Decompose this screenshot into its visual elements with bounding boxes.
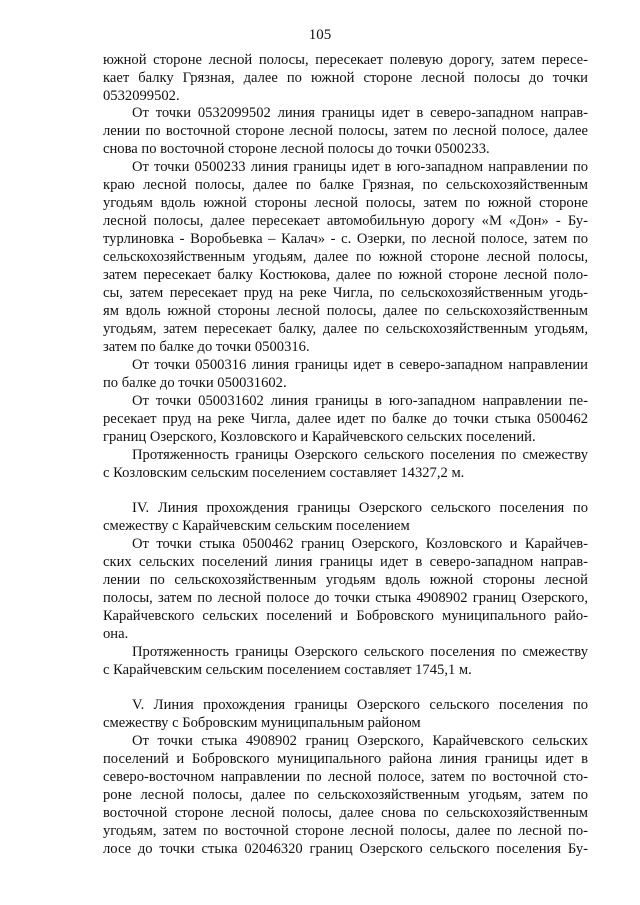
text-line: сельскохозяйственным угодьям, далее по южной стороне лесной полосы, [103,249,588,265]
text-line: границ Озерского, Козловского и Карайчевского сельских поселений. [103,429,536,445]
text-line: От точки стыка 4908902 границ Озерского, Карайчевского сельских [132,733,588,749]
section-heading: IV. Линия прохождения границы Озерского сельского поселения по [132,500,588,516]
section-heading: V. Линия прохождения границы Озерского сельского поселения по [132,697,588,713]
text-line: От точки 0500233 линия границы идет в юго-западном направлении по [132,159,588,175]
section-heading-cont: смежеству с Бобровским муниципальным районом [103,715,421,731]
text-line: поселений и Бобровского муниципального района линия границы идет в [103,751,588,767]
text-line: Протяженность границы Озерского сельского поселения по смежеству [132,644,588,660]
text-line: угодьям, затем по восточной стороне лесной полосы, далее по лесной по- [103,823,588,839]
text-line: по балке до точки 050031602. [103,375,287,391]
text-line: ресекает пруд на реке Чигла, далее идет по балке до точки стыка 0500462 [103,411,588,427]
text-line: сы, затем пересекает пруд на реке Чигла, по сельскохозяйственным угодь- [103,285,588,301]
text-line: От точки 050031602 линия границы в юго-западном направлении пе- [132,393,588,409]
text-line: снова по восточной стороне лесной полосы до точки 0500233. [103,141,490,157]
text-line: От точки 0532099502 линия границы идет в северо-западном направ- [132,105,588,121]
text-line: лении по сельскохозяйственным угодьям вдоль южной стороны лесной [103,572,588,588]
text-line: 0532099502. [103,88,180,104]
text-line: восточной стороне лесной полосы, далее снова по сельскохозяйственным [103,805,588,821]
text-line: полосы, затем по лесной полосе до точки стыка 4908902 границ Озерского, [103,590,588,606]
text-line: с Карайчевским сельским поселением составляет 1745,1 м. [103,662,472,678]
text-line: Протяженность границы Озерского сельского поселения по смежеству [132,447,588,463]
text-line: с Козловским сельским поселением составляет 14327,2 м. [103,465,465,481]
text-line: затем по балке до точки 0500316. [103,339,310,355]
text-line: турлиновка - Воробьевка – Калач» - с. Озерки, по лесной полосе, затем по [103,231,588,247]
page-number: 105 [308,27,332,43]
text-line: затем пересекает балку Костюкова, далее по южной стороне лесной поло- [103,267,588,283]
text-line: северо-восточном направлении по лесной полосе, затем по восточной сто- [103,769,588,785]
text-line: краю лесной полосы, далее по балке Грязная, по сельскохозяйственным [103,177,588,193]
text-line: угодьям вдоль южной стороны лесной полосы, затем по южной стороне [103,195,588,211]
text-line: ских сельских поселений линия границы идет в северо-западном направ- [103,554,588,570]
text-line: кает балку Грязная, далее по южной стороне лесной полосы до точки [103,70,588,86]
text-line: лесной полосы, далее пересекает автомобильную дорогу «М «Дон» - Бу- [103,213,588,229]
text-line: От точки 0500316 линия границы идет в северо-западном направлении [132,357,588,373]
text-line: лении по восточной стороне лесной полосы, затем по лесной полосе, далее [103,123,588,139]
text-line: Карайчевского сельских поселений и Бобровского муниципального райо- [103,608,588,624]
text-line: ям вдоль южной стороны лесной полосы, далее по сельскохозяйственным [103,303,588,319]
text-line: От точки стыка 0500462 границ Озерского, Козловского и Карайчев- [132,536,588,552]
text-line: южной стороне лесной полосы, пересекает полевую дорогу, затем пересе- [103,52,588,68]
text-line: лосе до точки стыка 02046320 границ Озерского сельского поселения Бу- [103,841,588,857]
text-line: роне лесной полосы, далее по сельскохозяйственным угодьям, затем по [103,787,588,803]
text-line: она. [103,626,129,642]
section-heading-cont: смежеству с Карайчевским сельским поселением [103,518,410,534]
text-line: угодьям, затем пересекает балку, далее по сельскохозяйственным угодьям, [103,321,588,337]
